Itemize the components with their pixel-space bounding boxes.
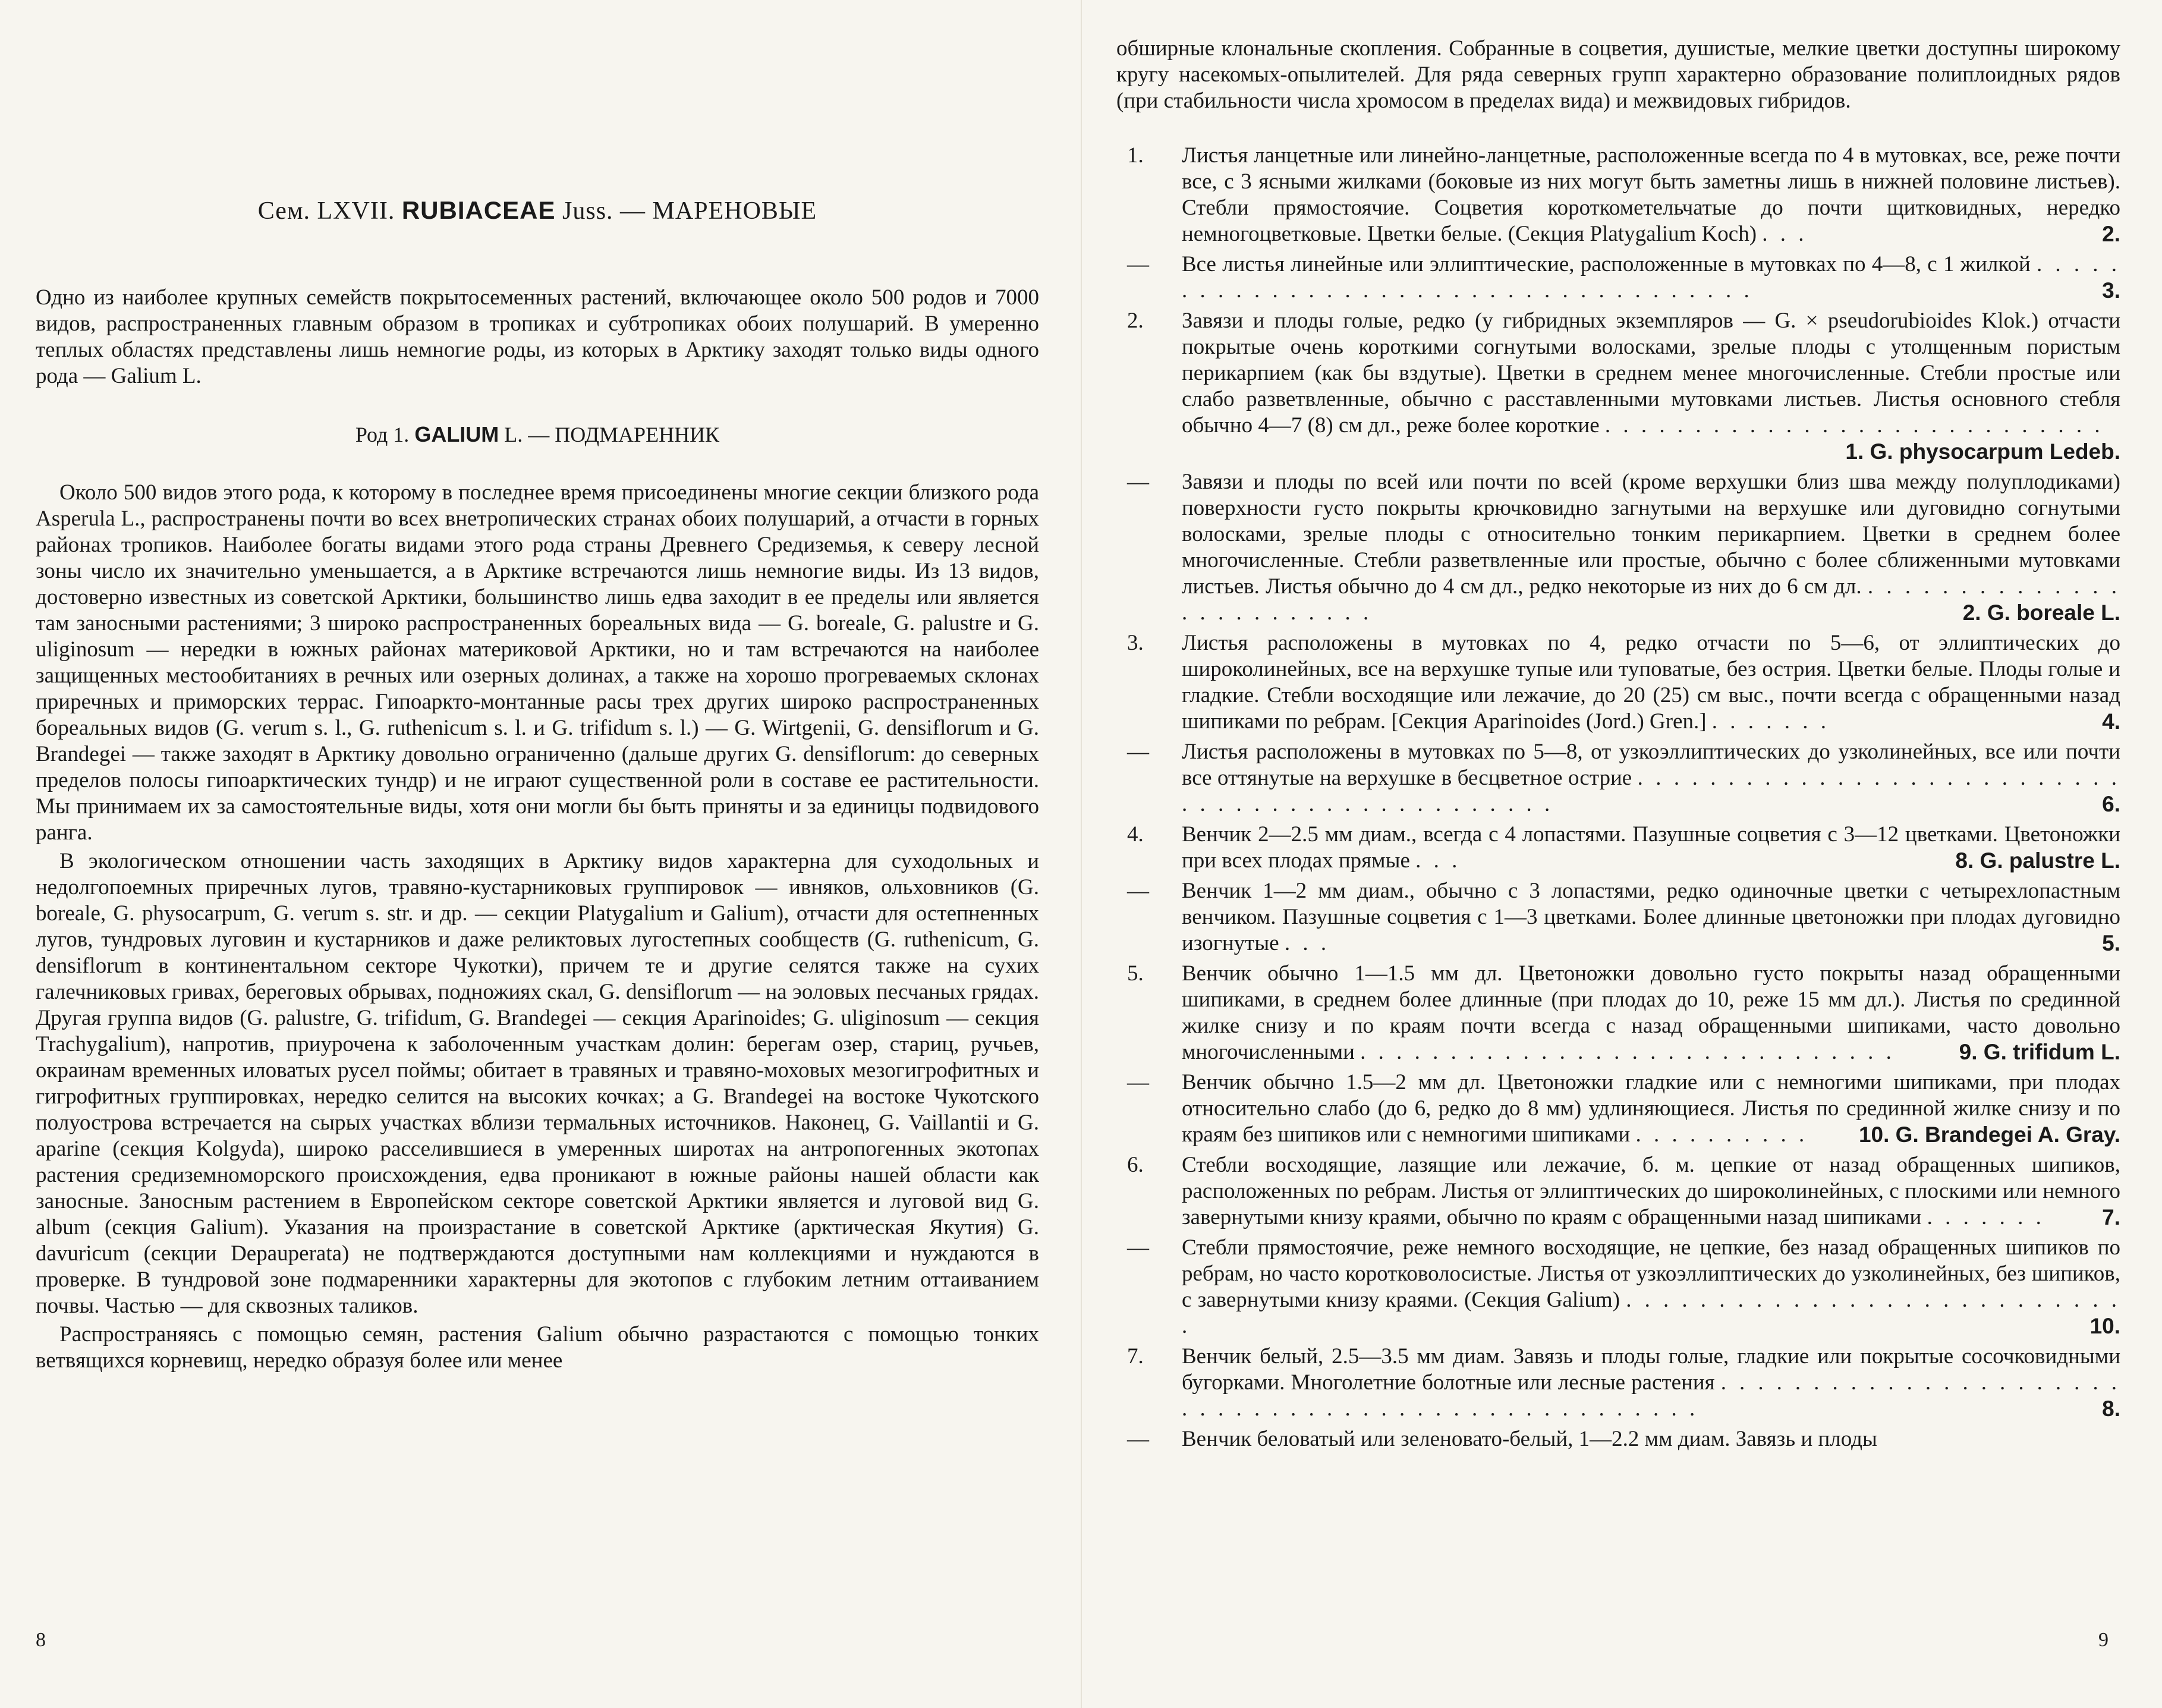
- key-entry-marker: 5.: [1127, 961, 1144, 986]
- key-entry-marker: —: [1127, 470, 1149, 494]
- key-entry-marker: —: [1127, 1235, 1149, 1260]
- key-entry-marker: 4.: [1127, 822, 1144, 847]
- key-entry-result-text: 10. G. Brandegei A. Gray.: [1858, 1122, 2120, 1147]
- key-entry-text: Все листья линейные или эллиптические, расположенные в мутовках по 4—8, с 1 жилкой: [1182, 252, 2031, 276]
- key-entry-marker: 2.: [1127, 309, 1144, 333]
- family-name: RUBIACEAE: [401, 196, 556, 224]
- page-number-left: 8: [36, 1629, 46, 1651]
- key-entry: [1116, 143, 2120, 248]
- key-entry-result-text: 3.: [2102, 278, 2120, 303]
- continuation-paragraph: обширные клональные скопления. Собранные в соцветия, душистые, мелкие цветки доступны широкому кругу насекомых-опылителей. Для ряда северных групп характерно образование полиплоидных рядов (при стабильности числа хромосом в пределах вида) и межвидовых гибридов.: [1116, 36, 2120, 113]
- key-entry: [1116, 1344, 2120, 1423]
- key-entry-text: Венчик 1—2 мм диам., обычно с 3 лопастями, редко одиночные цветки с четырехлопастным венчиком. Пазушные соцветия с 1—3 цветками. Более длинные цветоножки при плодах дуговидно изогнутые: [1182, 879, 2120, 955]
- key-entry: [1116, 469, 2120, 627]
- key-entry-leader-dots: . . . . . . . . . . . . . . . . . . . . . . . . . . . . . . . . . . . . .: [1182, 252, 2121, 303]
- genus-heading: [36, 422, 1039, 447]
- key-entry-leader-dots: . . . . . . . . . .: [1635, 1122, 1808, 1147]
- key-entry-leader-dots: . . . . . . . . . . . . . . . . . . . . . . . . . . . . . . . . . . . . . . . . . . . . . . . . . . .: [1182, 1370, 2121, 1421]
- key-entry-marker: —: [1127, 1427, 1149, 1451]
- key-entry-marker: —: [1127, 252, 1149, 276]
- key-entry-result-text: 7.: [2102, 1205, 2120, 1229]
- key-entry-result-text: 8. G. palustre L.: [1955, 848, 2120, 873]
- key-entry-leader-dots: . . .: [1284, 931, 1330, 955]
- key-entry-text: Листья расположены в мутовках по 4, редко отчасти по 5—6, от эллиптических до широколинейных, все на верхушке тупые или туповатые, без острия. Цветки белые. Плоды голые и гладкие. Стебли восходящие или лежачие, до 20 (25) см выс., почти всегда с обращенными назад шипиками по ребрам. [Секция Aparinoides (Jord.) Gren.]: [1182, 631, 2120, 734]
- key-entry-result-text: 9. G. trifidum L.: [1959, 1040, 2120, 1064]
- key-entry-result: [2102, 221, 2120, 248]
- key-entry-marker: 7.: [1127, 1344, 1144, 1369]
- page-number-right: 9: [2098, 1629, 2108, 1651]
- key-entry-text: Завязи и плоды по всей или почти по всей (кроме верхушки близ шва между полуплодиками) поверхности густо покрыты крючковидно загнутыми на верхушке или дуговидно согнутыми волосками, зрелые плоды с относительно тонким перикарпием. Цветки в среднем более многочисленные. Стебли разветвленные или простые, обычно с более сближенными мутовками листьев. Листья обычно до 4 см дл., редко некоторые из них до 6 см дл.: [1182, 470, 2120, 599]
- key-entry-text: Венчик 2—2.5 мм диам., всегда с 4 лопастями. Пазушные соцветия с 3—12 цветками. Цветоножки при всех плодах прямые: [1182, 822, 2120, 873]
- key-entry-text: Листья ланцетные или линейно-ланцетные, расположенные всегда по 4 в мутовках, все, реже почти все, с 3 ясными жилками (боковые из них могут быть заметны лишь в нижней половине листьев). Стебли прямостоячие. Соцветия короткометельчатые до почти щитковидных, нередко немногоцветковые. Цветки белые. (Секция Platygalium Koch): [1182, 143, 2120, 246]
- genus-paragraph-3: Распространяясь с помощью семян, растения Galium обычно разрастаются с помощью тонких ветвящихся корневищ, нередко образуя более или менее: [36, 1322, 1039, 1373]
- key-entry-marker: 1.: [1127, 143, 1144, 168]
- key-entry-marker: —: [1127, 1070, 1149, 1094]
- key-entry-result-text: 10.: [2089, 1314, 2120, 1338]
- key-entry-leader-dots: . . . . . . . . . . . . . . . . . . . . . . . . . . . .: [1604, 413, 2104, 438]
- key-entry-result: [2102, 930, 2120, 957]
- family-prefix: Сем. LXVII.: [257, 197, 395, 225]
- key-entry-marker: —: [1127, 740, 1149, 764]
- key-entry-marker: 3.: [1127, 631, 1144, 655]
- key-entry-result: [2102, 1204, 2120, 1231]
- key-entry-text: Венчик белый, 2.5—3.5 мм диам. Завязь и плоды голые, гладкие или покрытые сосочковидными бугорками. Многолетние болотные или лесные растения: [1182, 1344, 2120, 1395]
- family-heading: [36, 196, 1039, 225]
- key-entry: [1116, 308, 2120, 465]
- key-entry-leader-dots: . . .: [1415, 848, 1461, 873]
- key-entry-result: [2102, 791, 2120, 818]
- key-entry-result: [1963, 600, 2120, 627]
- key-entry: [1116, 1070, 2120, 1149]
- family-intro: Одно из наиболее крупных семейств покрытосеменных растений, включающее около 500 родов и 7000 видов, распространенных главным образом в тропиках и субтропиках обоих полушарий. В умеренно теплых областях представлены лишь немногие роды, из которых в Арктику заходят только виды одного рода — Galium L.: [36, 285, 1039, 388]
- key-entry: [1116, 878, 2120, 957]
- key-entry-leader-dots: . . . . . . . . . . . . . . . . . . . . . . . . . . . . . . . . . . . . . . . . . . . . . . . .: [1182, 766, 2121, 816]
- key-entry-result: [2102, 709, 2120, 735]
- key-entry-text: Стебли прямостоячие, реже немного восходящие, не цепкие, без назад обращенных шипиков по ребрам, но часто коротковолосистые. Листья от узкоэллиптических до узколинейных, без шипиков, с завернутыми книзу краями. (Секция Galium): [1182, 1235, 2120, 1312]
- key-entry-leader-dots: . . . . . . . . . . . . . . . . . . . . . . . . . . . .: [1182, 1288, 2120, 1338]
- key-entry-marker: —: [1127, 879, 1149, 903]
- key-entry-text: Венчик обычно 1.5—2 мм дл. Цветоножки гладкие или с немногими шипиками, при плодах относительно слабо (до 6, редко до 8 мм) удлиняющиеся. Листья по срединной жилке снизу и по краям без шипиков или с немногими шипиками: [1182, 1070, 2120, 1147]
- key-entry-leader-dots: . . . . . . . . . . . . . . . . . . . . . . . . . . . . . .: [1360, 1040, 1895, 1064]
- key-entry-result: [1955, 848, 2120, 875]
- key-entry-text: Венчик беловатый или зеленовато-белый, 1—2.2 мм диам. Завязь и плоды: [1182, 1427, 1877, 1451]
- family-author: Juss. — МАРЕНОВЫЕ: [562, 197, 817, 225]
- key-entry: [1116, 630, 2120, 735]
- key-entry-text: Стебли восходящие, лазящие или лежачие, б. м. цепкие от назад обращенных шипиков, расположенных по ребрам. Листья от эллиптических до широколинейных, с плоскими или немного завернутыми книзу краями, обычно по краям с обращенными назад шипиками: [1182, 1153, 2120, 1229]
- key-entry-result-text: 6.: [2102, 792, 2120, 816]
- genus-name: GALIUM: [414, 422, 499, 446]
- key-entry: [1116, 1426, 2120, 1452]
- key-entry-result: [2102, 1396, 2120, 1423]
- key-entry-result-text: 2. G. boreale L.: [1962, 600, 2120, 625]
- key-entry-result: [1959, 1039, 2120, 1066]
- key-entry-result-text: 1. G. physocarpum Ledeb.: [1845, 439, 2120, 464]
- key-entry: [1116, 251, 2120, 304]
- identification-key: [1116, 143, 2120, 1452]
- key-entry-text: Венчик обычно 1—1.5 мм дл. Цветоножки довольно густо покрыты назад обращенными шипиками, в среднем более длинные (при плодах до 10, реже 15 мм дл.). Листья по срединной жилке снизу и по краям почти всегда с назад обращенными шипиками, часто довольно многочисленными: [1182, 961, 2120, 1064]
- key-entry-leader-dots: . . .: [1762, 222, 1808, 246]
- genus-author: L. — ПОДМАРЕННИК: [504, 423, 720, 446]
- key-entry-result: [2102, 278, 2120, 304]
- right-page: [1081, 0, 2162, 1708]
- key-entry-result-text: 4.: [2102, 709, 2120, 734]
- key-entry-result: [1845, 439, 2120, 465]
- key-entry-marker: 6.: [1127, 1153, 1144, 1177]
- key-entry: [1116, 1152, 2120, 1231]
- key-entry-leader-dots: . . . . . . . . . . . . . . . . . . . . . . . . .: [1182, 574, 2121, 625]
- genus-paragraph-1: Около 500 видов этого рода, к которому в последнее время присоединены многие секции близкого рода Asperula L., распространены почти во всех внетропических странах обоих полушарий, а отчасти в горных районах тропиков. Наиболее богаты видами этого рода страны Древнего Средиземья, к северу лесной зоны число их значительно уменьшается, а в Арктике встречаются лишь немногие виды. Из 13 видов, достоверно известных из советской Арктики, большинство лишь едва заходит в ее пределы или является там заносными растениями; 3 широко распространенных бореальных вида — G. boreale, G. palustre и G. uliginosum — нередки в южных районах материковой Арктики, но и там встречаются на наиболее защищенных местообитаниях в речных или озерных долинах, а также на хорошо прогреваемых склонах приречных и приморских террас. Гипоаркто-монтанные расы трех других широко распространенных бореальных видов (G. verum s. l., G. ruthenicum s. l. и G. trifidum s. l.) — G. Wirtgenii, G. densiflorum и G. Brandegei — также заходят в Арктику довольно ограниченно (дальше других G. densiflorum: до северных пределов полосы гипоарктических тундр) и не играют существенной роли в составе ее растительности. Мы принимаем их за самостоятельные виды, хотя они могли бы быть приняты и за единицы подвидового ранга.: [36, 480, 1039, 845]
- key-entry-leader-dots: . . . . . . .: [1711, 709, 1830, 734]
- key-entry-text: Завязи и плоды голые, редко (у гибридных экземпляров — G. × pseudorubioides Klok.) отчасти покрытые очень короткими согнутыми волосками, зрелые плоды с утолщенным пористым перикарпием (как бы вздутые). Цветки в среднем менее многочисленные. Стебли простые или слабо разветвленные, обычно с расставленными мутовками листьев. Листья основного стебля обычно 4—7 (8) см дл., реже более короткие: [1182, 309, 2120, 438]
- key-entry: [1116, 961, 2120, 1066]
- genus-prefix: Род 1.: [355, 423, 410, 446]
- key-entry: [1116, 822, 2120, 875]
- key-entry: [1116, 1235, 2120, 1340]
- key-entry-result-text: 2.: [2102, 222, 2120, 246]
- key-entry-text: Листья расположены в мутовках по 5—8, от узкоэллиптических до узколинейных, все или почти все оттянутые на верхушке в бесцветное острие: [1182, 740, 2120, 790]
- genus-paragraph-2: В экологическом отношении часть заходящих в Арктику видов характерна для суходольных и недолгопоемных приречных лугов, травяно-кустарниковых группировок — ивняков, ольховников (G. boreale, G. physocarpum, G. verum s. str. и др. — секции Platygalium и Galium), отчасти для остепненных лугов, тундровых луговин и кустарников и даже реликтовых лугостепных сообществ (G. ruthenicum, G. densiflorum в континентальном секторе Чукотки), причем те и другие селятся также на сухих галечниковых гривах, береговых обрывах, подножиях скал, G. densiflorum — на эоловых песчаных грядах. Другая группа видов (G. palustre, G. trifidum, G. Brandegei — секция Aparinoides; G. uliginosum — секция Trachygalium), напротив, приурочена к заболоченным участкам долин: берегам озер, стариц, ручьев, окраинам временных иловатых русел поймы; обитает в травяных и травяно-моховых мезогигрофитных и гигрофитных группировках, нередко селится на высоких кочках; а G. Brandegei на востоке Чукотского полуострова встречается на сырых участках вблизи термальных источников. Наконец, G. Vaillantii и G. aparine (секция Kolgyda), широко расселившиеся в умеренных широтах на антропогенных экотопах растения средиземноморского происхождения, едва проникают в южные районы нашей области как заносные. Заносным растением в Европейском секторе советской Арктики является и луговой вид G. album (секция Galium). Указания на произрастание в советской Арктике (арктическая Якутия) G. davuricum (секции Depauperata) не подтверждаются доступными нам коллекциями и нуждаются в проверке. В тундровой зоне подмаренники характерны для экотопов с глубоким летним оттаиванием почвы. Частью — для сквозных таликов.: [36, 849, 1039, 1318]
- key-entry: [1116, 739, 2120, 818]
- key-entry-result-text: 8.: [2102, 1396, 2120, 1421]
- key-entry-result: [1859, 1122, 2120, 1149]
- key-entry-result-text: 5.: [2102, 931, 2120, 955]
- key-entry-leader-dots: . . . . . . .: [1927, 1205, 2045, 1229]
- key-entry-result: [2090, 1313, 2120, 1340]
